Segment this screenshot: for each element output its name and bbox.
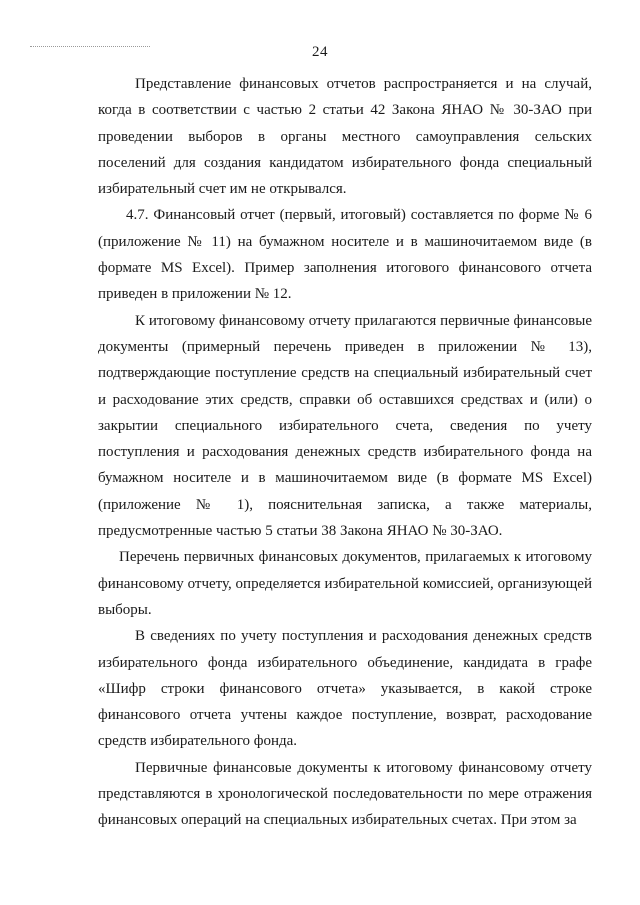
paragraph-accounting-info: В сведениях по учету поступления и расходования денежных средств избирательного фонда избирательного объединение, кандидата в графе «Шифр строки финансового отчета» указывается, в какой строке финансового отчета учтены каждое поступление, возврат, расходование средств избирательного фонда. [98, 628, 592, 750]
paragraph-reports-scope: Представление финансовых отчетов распространяется и на случай, когда в соответствии с частью 2 статьи 42 Закона ЯНАО № 30-ЗАО при проведении выборов в органы местного самоуправления сельских поселений для создания кандидатом избирательного фонда специальный избирательный счет им не открывался. [98, 76, 592, 198]
paragraph-attached-documents: К итоговому финансовому отчету прилагаются первичные финансовые документы (примерный перечень приведен в приложении № 13), подтверждающие поступление средств на специальный избирательный счет и расходование этих средств, справки об оставшихся средствах и (или) о закрытии специального избирательного счета, сведения по учету поступления и расходования денежных средств избирательного фонда на бумажном носителе и в машиночитаемом виде (в формате MS Excel) (приложение № 1), пояснительная записка, а также материалы, предусмотренные частью 5 статьи 38 Закона ЯНАО № 30-ЗАО. [98, 312, 592, 540]
document-body [98, 71, 592, 834]
paragraph-chronological-order: Первичные финансовые документы к итоговому финансовому отчету представляются в хронологической последовательности по мере отражения финансовых операций на специальных избирательных счетах. При этом за [98, 759, 592, 829]
paragraph-documents-list: Перечень первичных финансовых документов, прилагаемых к итоговому финансовому отчету, определяется избирательной комиссией, организующей выборы. [98, 549, 592, 618]
paragraph-section-4-7: 4.7. Финансовый отчет (первый, итоговый) составляется по форме № 6 (приложение № 11) на бумажном носителе и в машиночитаемом виде (в формате MS Excel). Пример заполнения итогового финансового отчета приведен в приложении № 12. [98, 207, 592, 303]
page-number: 24 [312, 44, 328, 60]
